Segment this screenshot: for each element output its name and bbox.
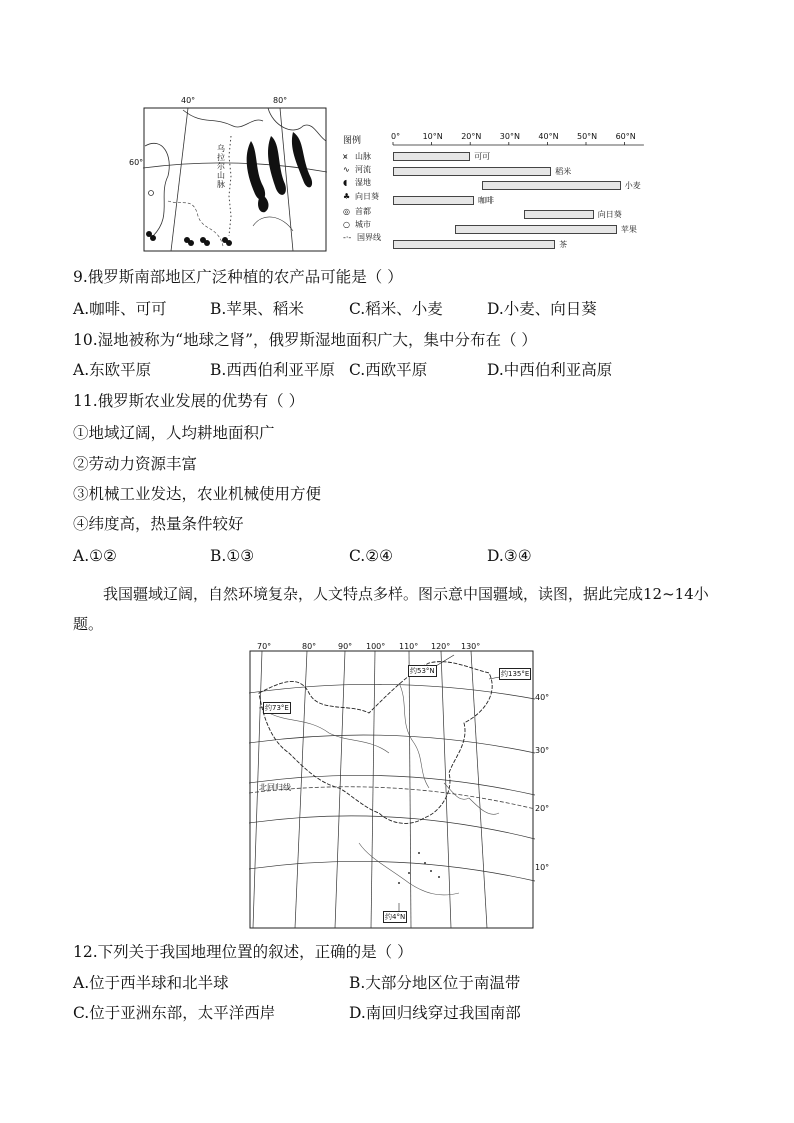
range-bar bbox=[455, 225, 617, 234]
wetland-shape bbox=[292, 132, 312, 187]
lat-tick-30: 30° bbox=[535, 746, 550, 755]
q12-option-b[interactable]: B.大部分地区位于南温带 bbox=[349, 974, 521, 992]
range-bar bbox=[393, 196, 474, 205]
range-bar-label: 稻米 bbox=[555, 166, 572, 176]
callout-east: 约135°E bbox=[501, 670, 530, 678]
q11-option-b[interactable]: B.①③ bbox=[210, 547, 255, 565]
passage-intro: 我国疆域辽阔，自然环境复杂，人文特点多样。图示意中国疆域，读图，据此完成12~14小题。 bbox=[73, 585, 709, 633]
lat-tick-10: 10° bbox=[535, 863, 550, 872]
q10-option-b[interactable]: B.西西伯利亚平原 bbox=[210, 361, 335, 379]
lon-tick-70: 70° bbox=[257, 642, 272, 651]
q10-option-a[interactable]: A.东欧平原 bbox=[73, 361, 152, 379]
legend-title: 图例 bbox=[343, 136, 362, 146]
q11-statement-4: ④纬度高，热量条件较好 bbox=[73, 515, 244, 533]
q9-option-d[interactable]: D.小麦、向日葵 bbox=[487, 300, 597, 318]
range-bar-label: 向日葵 bbox=[597, 210, 622, 220]
q9-stem: 9.俄罗斯南部地区广泛种植的农产品可能是（ ） bbox=[73, 268, 403, 286]
lon-tick-120: 120° bbox=[431, 642, 451, 651]
lat-tick-40: 40° bbox=[535, 693, 550, 702]
x-tick-label: 10°N bbox=[422, 132, 443, 141]
range-bar-label: 苹果 bbox=[620, 225, 637, 234]
callout-south: 约4°N bbox=[385, 913, 406, 921]
q11-option-c[interactable]: C.②④ bbox=[349, 547, 394, 565]
range-bar-label: 茶 bbox=[559, 239, 568, 249]
capital-icon: ◎ bbox=[343, 207, 350, 216]
q9-option-b[interactable]: B.苹果、稻米 bbox=[210, 300, 304, 318]
lon-tick-110: 110° bbox=[399, 642, 419, 651]
q11-statement-2: ②劳动力资源丰富 bbox=[73, 455, 198, 473]
crop-latitude-range-chart bbox=[389, 132, 689, 254]
ural-label: 乌拉尔山脉 bbox=[217, 144, 225, 189]
lon40-label: 40° bbox=[181, 96, 196, 105]
q12-stem: 12.下列关于我国地理位置的叙述，正确的是（ ） bbox=[73, 943, 413, 961]
ural-mountains-line bbox=[229, 136, 231, 236]
china-border bbox=[259, 662, 492, 824]
lon-tick-80: 80° bbox=[302, 642, 317, 651]
lon-tick-100: 100° bbox=[366, 642, 386, 651]
range-bar-label: 小麦 bbox=[624, 181, 641, 191]
range-bar bbox=[393, 152, 470, 161]
border-icon: -·- bbox=[343, 233, 352, 242]
x-tick-label: 20°N bbox=[461, 132, 482, 141]
tropic-of-cancer-line bbox=[249, 787, 535, 809]
q12-option-a[interactable]: A.位于西半球和北半球 bbox=[73, 974, 229, 992]
q11-stem: 11.俄罗斯农业发展的优势有（ ） bbox=[73, 392, 305, 410]
range-bar bbox=[524, 210, 593, 219]
q11-statement-1: ①地域辽阔，人均耕地面积广 bbox=[73, 424, 275, 442]
range-bar-label: 咖啡 bbox=[478, 195, 495, 205]
x-tick-label: 60°N bbox=[615, 132, 636, 141]
lat-tick-20: 20° bbox=[535, 804, 550, 813]
capital-icon bbox=[149, 191, 154, 196]
city-icon: ○ bbox=[343, 220, 350, 229]
mountain-icon: ⩙ bbox=[343, 152, 348, 161]
map-legend: 图例 ⩙ 山脉 ∿ 河流 ◖ 湿地 ♣ 向日葵 ◎ 首都 ○ 城市 -·- 国界线 bbox=[343, 136, 381, 242]
lon-tick-130: 130° bbox=[461, 642, 481, 651]
q10-stem: 10.湿地被称为“地球之肾”，俄罗斯湿地面积广大，集中分布在（ ） bbox=[73, 331, 537, 349]
russia-map-svg bbox=[143, 96, 327, 252]
q10-option-d[interactable]: D.中西伯利亚高原 bbox=[487, 361, 613, 379]
x-tick-label: 0° bbox=[391, 132, 401, 141]
range-bar-label: 可可 bbox=[474, 152, 491, 161]
lon80-label: 80° bbox=[273, 96, 288, 105]
range-bar bbox=[393, 240, 555, 249]
range-bar bbox=[393, 167, 551, 176]
q9-option-c[interactable]: C.稻米、小麦 bbox=[349, 300, 443, 318]
river-icon: ∿ bbox=[343, 165, 350, 174]
callout-north: 约53°N bbox=[410, 667, 435, 675]
x-tick-label: 40°N bbox=[538, 132, 559, 141]
china-territory-map bbox=[249, 642, 550, 929]
lon-tick-90: 90° bbox=[338, 642, 353, 651]
sunflower-icon: ♣ bbox=[343, 192, 351, 201]
sunflower-icon bbox=[146, 231, 232, 246]
x-tick-label: 30°N bbox=[499, 132, 520, 141]
wetland-shape bbox=[247, 141, 265, 200]
x-tick-label: 50°N bbox=[577, 132, 598, 141]
callout-west: 约73°E bbox=[265, 704, 289, 712]
range-bar bbox=[482, 181, 621, 190]
wetland-icon: ◖ bbox=[343, 178, 348, 187]
q12-option-c[interactable]: C.位于亚洲东部，太平洋西岸 bbox=[73, 1004, 276, 1022]
q12-option-d[interactable]: D.南回归线穿过我国南部 bbox=[349, 1004, 521, 1022]
china-map-svg bbox=[249, 643, 535, 929]
lat60-label: 60° bbox=[129, 158, 144, 167]
q10-option-c[interactable]: C.西欧平原 bbox=[349, 361, 428, 379]
russia-agriculture-map bbox=[129, 96, 327, 252]
chart-axis-svg bbox=[389, 132, 689, 254]
q11-option-a[interactable]: A.①② bbox=[73, 547, 117, 565]
wetland-shape bbox=[258, 194, 268, 212]
q11-statement-3: ③机械工业发达，农业机械使用方便 bbox=[73, 485, 322, 503]
q9-option-a[interactable]: A.咖啡、可可 bbox=[73, 300, 167, 318]
tropic-label: 北回归线 bbox=[259, 783, 291, 792]
q11-option-d[interactable]: D.③④ bbox=[487, 547, 532, 565]
